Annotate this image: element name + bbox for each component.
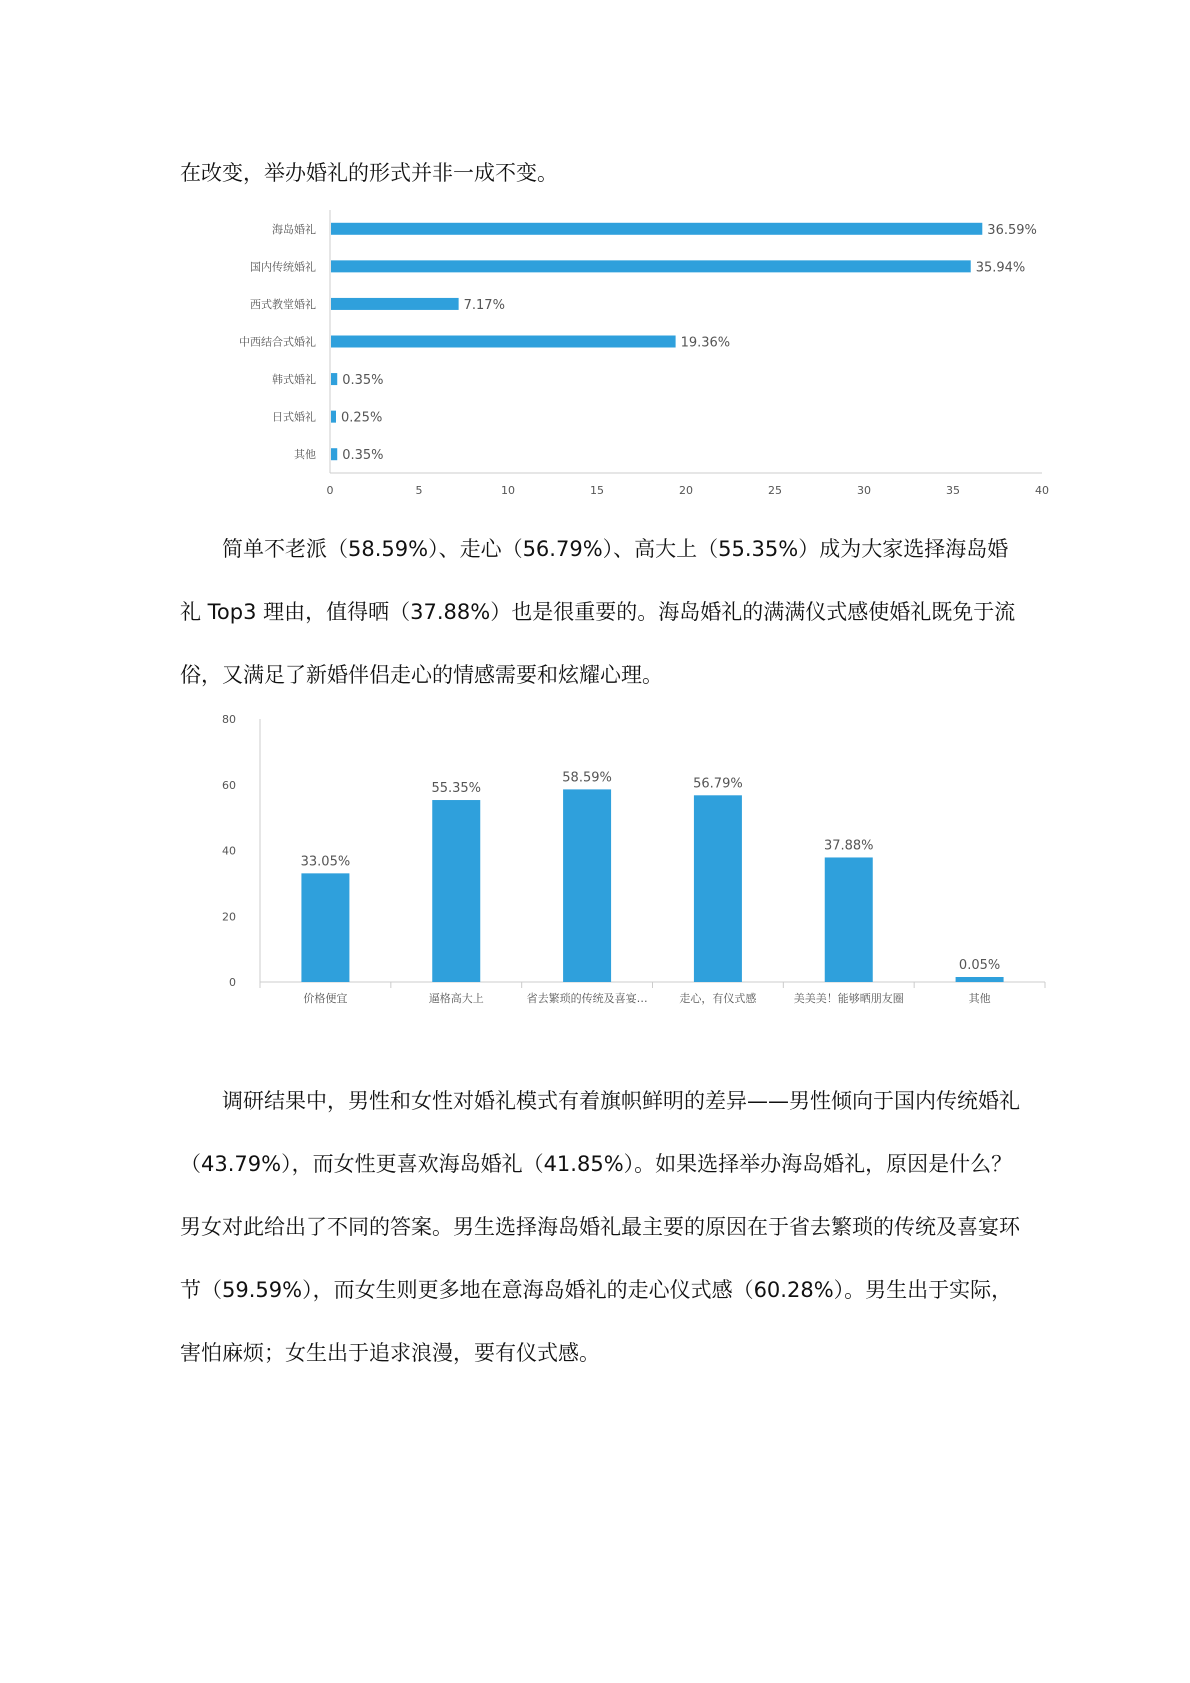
data-label: 35.94% [975, 260, 1026, 276]
x-tick-label: 15 [590, 484, 604, 497]
category-label: 逼格高大上 [428, 992, 484, 1005]
data-label: 36.59% [987, 222, 1037, 238]
x-tick-label: 30 [857, 484, 871, 497]
category-label: 国内传统婚礼 [250, 260, 316, 274]
category-label: 美美美！能够晒朋友圈 [793, 992, 904, 1005]
x-tick-label: 25 [768, 484, 782, 497]
data-label: 0.35% [342, 448, 384, 464]
bar [563, 789, 611, 982]
y-tick-label: 80 [222, 713, 236, 726]
x-tick-label: 0 [326, 484, 334, 497]
category-label: 价格便宜 [303, 992, 348, 1005]
paragraph-intro [180, 142, 1025, 205]
text-line: 调研结果中，男性和女性对婚礼模式有着旗帜鲜明的差异——男性倾向于国内传统婚礼 [222, 1089, 1020, 1113]
bar [825, 857, 873, 982]
wedding-type-bar-chart [180, 210, 1060, 510]
y-tick-label: 40 [222, 844, 236, 858]
bar [331, 336, 676, 348]
bar [331, 448, 337, 460]
bar [301, 873, 349, 982]
paragraph-reasons [180, 518, 1025, 707]
category-label: 海岛婚礼 [272, 222, 316, 236]
data-label: 58.59% [562, 770, 612, 786]
x-tick-label: 5 [415, 484, 423, 497]
bar [331, 260, 971, 272]
bar [331, 298, 459, 310]
text-line: 简单不老派（58.59%）、走心（56.79%）、高大上（55.35%）成为大家选择海岛婚 [222, 537, 1009, 561]
text-line: 俗，又满足了新婚伴侣走心的情感需要和炫耀心理。 [180, 663, 663, 687]
data-label: 0.05% [958, 958, 1001, 973]
text-line: 在改变，举办婚礼的形式并非一成不变。 [180, 161, 558, 185]
data-label: 7.17% [463, 297, 505, 313]
data-label: 33.05% [300, 854, 351, 870]
bar [331, 373, 337, 385]
data-label: 56.79% [693, 776, 743, 792]
category-label: 走心，有仪式感 [679, 992, 757, 1005]
data-label: 55.35% [431, 781, 482, 797]
category-label: 中西结合式婚礼 [239, 335, 316, 349]
category-label: 其他 [968, 992, 991, 1005]
category-label: 西式教堂婚礼 [250, 297, 316, 311]
y-tick-label: 0 [229, 976, 236, 989]
category-label: 其他 [294, 448, 316, 462]
data-label: 0.35% [342, 373, 384, 389]
x-tick-label: 35 [946, 484, 960, 497]
category-label: 日式婚礼 [272, 410, 316, 424]
bar [331, 223, 982, 235]
text-line: （43.79%），而女性更喜欢海岛婚礼（41.85%）。如果选择举办海岛婚礼，原因是什么？ [180, 1152, 1013, 1176]
text-line: 男女对此给出了不同的答案。男生选择海岛婚礼最主要的原因在于省去繁琐的传统及喜宴环 [180, 1215, 1020, 1239]
y-tick-label: 60 [222, 778, 236, 792]
text-line: 礼 Top3 理由，值得晒（37.88%）也是很重要的。海岛婚礼的满满仪式感使婚礼既免于流 [180, 600, 1016, 624]
text-line: 节（59.59%），而女生则更多地在意海岛婚礼的走心仪式感（60.28%）。男生出于实际， [180, 1278, 1013, 1302]
text-line: 害怕麻烦；女生出于追求浪漫，要有仪式感。 [180, 1341, 600, 1365]
y-tick-label: 20 [222, 910, 236, 924]
island-reason-column-chart [180, 700, 1060, 1010]
data-label: 19.36% [680, 335, 731, 351]
bar [956, 977, 1004, 982]
bar [331, 411, 336, 423]
x-tick-label: 40 [1035, 484, 1049, 497]
category-label: 省去繁琐的传统及喜宴… [526, 992, 648, 1005]
paragraph-gender-diff [180, 1070, 1025, 1385]
x-tick-label: 20 [679, 484, 693, 497]
x-tick-label: 10 [501, 484, 515, 497]
data-label: 0.25% [341, 410, 383, 426]
data-label: 37.88% [823, 838, 874, 854]
category-label: 韩式婚礼 [272, 373, 316, 387]
bar [432, 800, 480, 982]
bar [694, 795, 742, 982]
